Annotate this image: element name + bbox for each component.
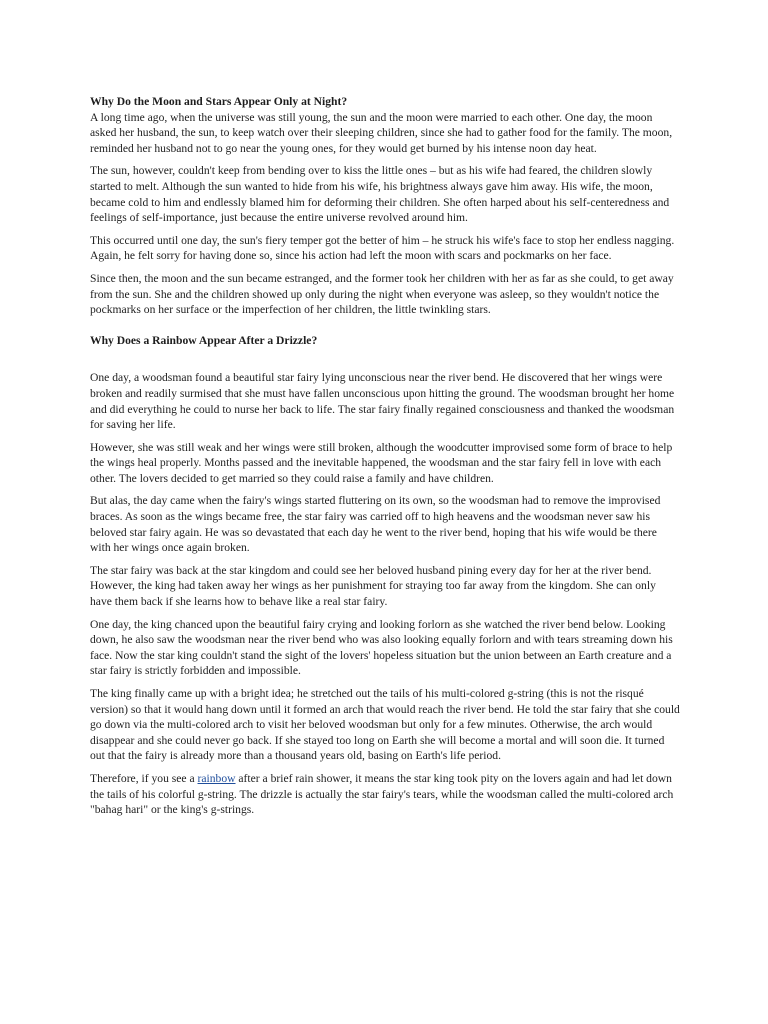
- final-text-after-link: after a brief rain shower, it means the star king took pity on the lovers again and had let down the tails of his colorful g-string. The drizzle is actually the star fairy's tears, while the woodsman called the multi-colored arch "bahag hari" or the king's g-strings.: [90, 771, 674, 817]
- rainbow-link[interactable]: rainbow: [197, 771, 236, 785]
- story2-paragraph-5: One day, the king chanced upon the beautiful fairy crying and looking forlorn as she watched the river bend below. Looking down, he also saw the woodsman near the river bend who was also looking equally forlorn and with tears streaming down his face. Now the star king couldn't stand the sight of the lovers' hopeless situation but the union between an Earth creature and a star fairy is strictly forbidden and impossible.: [90, 617, 673, 678]
- story-title-moon-and-stars: Why Do the Moon and Stars Appear Only at Night?: [90, 95, 348, 108]
- story1-paragraph-2: The sun, however, couldn't keep from bending over to kiss the little ones – but as his wife had feared, the children slowly started to melt. Although the sun wanted to hide from his wife, his brightness always gave him away. His wife, the moon, became cold to him and endlessly blamed him for deforming their children. She often harped about his self-centeredness and feelings of self-importance, just because the entire universe revolved around him.: [90, 164, 670, 225]
- story2-paragraph-3: But alas, the day came when the fairy's wings started fluttering on its own, so the woodsman had to remove the improvised braces. As soon as the wings became free, the star fairy was carried off to high heavens and the woodsman never saw his beloved star fairy again. He was so devastated that each day he went to the river bend, hoping that his wife would be there with her wings once again broken.: [90, 494, 661, 555]
- story2-paragraph-2: However, she was still weak and her wings were still broken, although the woodcutter improvised some form of brace to help the wings heal properly. Months passed and the inevitable happened, the woodsman and the star fairy fell in love with each other. The lovers decided to get married so they could raise a family and have children.: [90, 440, 673, 485]
- story1-paragraph-1: A long time ago, when the universe was still young, the sun and the moon were married to each other. One day, the moon asked her husband, the sun, to keep watch over their sleeping children, since she had to gather food for the family. The moon, reminded her husband not to go near the young ones, for they would get burned by his intense noon day heat.: [90, 110, 673, 155]
- story2-paragraph-1: One day, a woodsman found a beautiful star fairy lying unconscious near the river bend. He discovered that her wings were broken and readily surmised that she must have fallen unconscious upon hitting the ground. The woodsman brought her home and did everything he could to nurse her back to life. The star fairy finally regained consciousness and thanked the woodsman for saving her life.: [90, 371, 675, 432]
- story2-paragraph-4: The star fairy was back at the star kingdom and could see her beloved husband pining every day for her at the river bend. However, the king had taken away her wings as her punishment for straying too far away from the kingdom. She can only have them back if she learns how to behave like a real star fairy.: [90, 563, 656, 609]
- story1-paragraph-3: This occurred until one day, the sun's fiery temper got the better of him – he struck his wife's face to stop her endless nagging. Again, he felt sorry for having done so, since his action had left the moon with scars and pockmarks on her face.: [90, 233, 675, 263]
- document-page: [90, 94, 680, 825]
- story2-paragraph-final: [90, 771, 680, 818]
- story1-paragraph-4: Since then, the moon and the sun became estranged, and the former took her children with her as far as she could, to get away from the sun. She and the children showed up only during the night when everyone was asleep, so they wouldn't notice the pockmarks on her surface or the imperfection of her children, the little twinkling stars.: [90, 271, 674, 317]
- story2-paragraph-6: The king finally came up with a bright idea; he stretched out the tails of his multi-colored g-string (this is not the risqué version) so that it would hang down until it formed an arch that would reach the river bend. He told the star fairy that she could go down via the multi-colored arch to visit her beloved woodsman but only for a few minutes. Otherwise, the arch would disappear and she could never go back. If she stayed too long on Earth she will become a mortal and will soon die. It turned out that the fairy is already more than a thousand years old, basing on Earth's life period.: [90, 687, 680, 763]
- final-text-before-link: Therefore, if you see a: [90, 771, 198, 785]
- story-title-rainbow: Why Does a Rainbow Appear After a Drizzle?: [90, 333, 318, 347]
